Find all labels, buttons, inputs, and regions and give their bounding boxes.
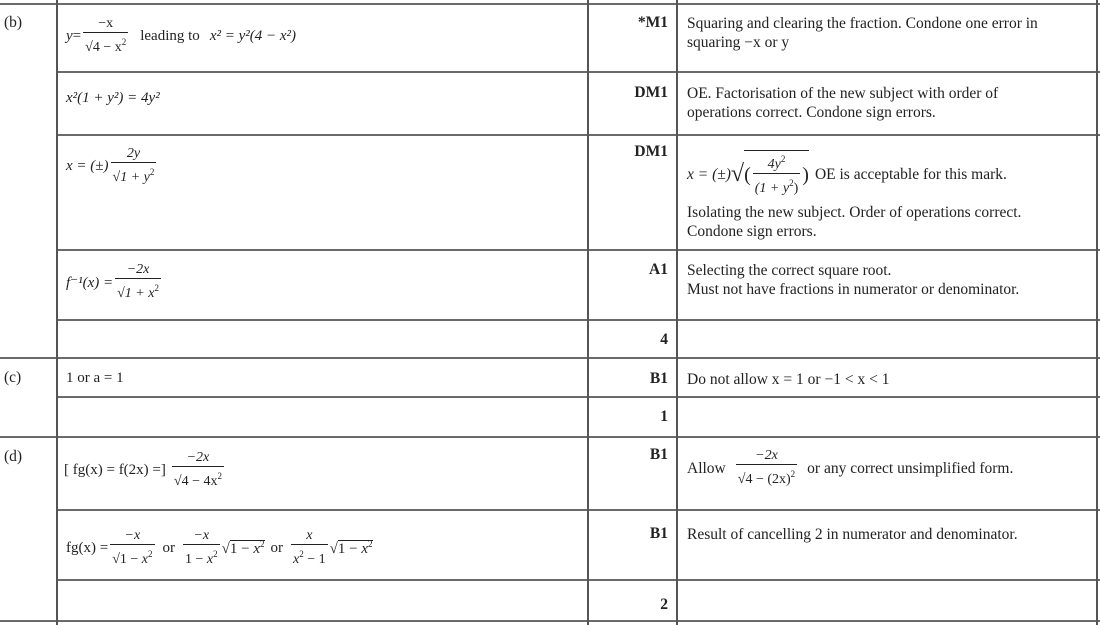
radicand: 4 − (2x) xyxy=(745,472,791,487)
note-row-3 xyxy=(687,261,1019,299)
denominator: $√1 + y^2$ xyxy=(111,162,157,187)
note-line: Isolating the new subject. Order of operations correct. xyxy=(687,204,1022,221)
note-line: Squaring and clearing the fraction. Condone one error in xyxy=(687,15,1038,32)
numerator: 4y xyxy=(767,157,781,172)
column-divider xyxy=(676,0,678,625)
note-text: OE is acceptable for this mark. xyxy=(814,165,1007,183)
row-divider xyxy=(56,71,1100,73)
row-divider xyxy=(56,249,1100,251)
or-text: or xyxy=(162,540,176,556)
column-divider xyxy=(587,0,589,625)
working-row-2 xyxy=(66,146,158,187)
sqrt-term: $√1 - x^2$ xyxy=(221,539,265,557)
denominator: $√4 - x^2$ xyxy=(83,32,128,57)
numerator: −x xyxy=(98,16,114,31)
fraction: $\frac{4y^2}{(1 + y^2)}$ xyxy=(754,154,799,196)
working-row-0 xyxy=(66,16,296,57)
numerator: 2y xyxy=(126,146,141,161)
note-row-2 xyxy=(687,203,1021,241)
math-lhs: x = (±) xyxy=(66,158,109,174)
fraction xyxy=(83,16,128,57)
note-row-0 xyxy=(687,14,1038,52)
row-divider xyxy=(56,509,1100,511)
row-divider xyxy=(56,396,1100,398)
note-row-2-math xyxy=(687,150,1007,198)
note-row-5 xyxy=(687,370,889,389)
row-divider xyxy=(0,357,1100,359)
or-text: or xyxy=(270,540,284,556)
math-lhs: f⁻¹(x) = xyxy=(66,275,114,291)
denominator: $√1 + x^2$ xyxy=(115,278,161,303)
math-var: y xyxy=(66,28,73,44)
row-divider xyxy=(56,319,1100,321)
note-line: Must not have fractions in numerator or denominator. xyxy=(687,281,1020,298)
radicand: 1 + y xyxy=(120,170,150,185)
row-divider xyxy=(0,620,1100,622)
radicand: 4 − x xyxy=(92,40,122,55)
denominator: $x^2 - 1$ xyxy=(291,544,328,569)
working-row-8 xyxy=(66,528,373,569)
mark-row-2: DM1 xyxy=(634,143,668,160)
note-row-1 xyxy=(687,84,998,122)
numerator: −x xyxy=(193,528,210,543)
part-label-b: (b) xyxy=(4,14,23,31)
fraction xyxy=(291,528,328,569)
math-expression: 1 or a = 1 xyxy=(66,370,124,386)
mark-row-0: *M1 xyxy=(637,14,668,31)
note-line: Selecting the correct square root. xyxy=(687,262,892,279)
numerator: −2x xyxy=(186,450,210,465)
working-row-1 xyxy=(66,90,160,107)
math-lhs: x = (±) xyxy=(687,165,731,183)
radicand: 4 − 4x xyxy=(181,474,218,489)
fraction xyxy=(115,262,161,303)
mark-row-5: B1 xyxy=(649,370,668,387)
math-lhs: [ fg(x) = f(2x) =] xyxy=(64,462,166,478)
note-line: squaring −x or y xyxy=(687,34,790,51)
mark-row-3: A1 xyxy=(649,261,668,278)
note-line: operations correct. Condone sign errors. xyxy=(687,104,936,121)
working-row-3 xyxy=(66,262,163,303)
denominator: $√4 - 4x^2$ xyxy=(172,466,224,491)
math-op: = xyxy=(72,28,82,44)
mark-row-6-total: 1 xyxy=(660,408,668,425)
working-row-7 xyxy=(64,450,226,491)
note-line: OE. Factorisation of the new subject with order of xyxy=(687,85,999,102)
mark-row-8: B1 xyxy=(649,525,668,542)
denominator: (1 + y xyxy=(754,181,790,196)
note-text: or any correct unsimplified form. xyxy=(807,460,1014,477)
column-divider xyxy=(1096,0,1098,625)
row-divider xyxy=(56,134,1100,136)
note-row-8 xyxy=(687,525,1018,544)
fraction xyxy=(183,528,220,569)
fraction xyxy=(172,450,224,491)
row-divider xyxy=(56,579,1100,581)
fraction xyxy=(111,146,157,187)
mark-row-7: B1 xyxy=(649,446,668,463)
fraction xyxy=(110,528,154,569)
math-expression: x²(1 + y²) = 4y² xyxy=(66,90,160,106)
row-divider xyxy=(0,3,1100,5)
radicand: 1 + x xyxy=(124,286,155,301)
fraction xyxy=(736,448,797,489)
math-lhs: fg(x) = xyxy=(66,540,109,556)
denominator: $1 - x^2$ xyxy=(183,544,220,569)
mark-row-1: DM1 xyxy=(634,84,668,101)
mark-row-4-total: 4 xyxy=(660,331,668,348)
radicand: ( $\frac{4y^2}{(1 + y^2)}$ ) xyxy=(744,150,809,198)
part-label-c: (c) xyxy=(4,369,22,386)
numerator: x xyxy=(306,528,313,543)
column-divider xyxy=(56,0,58,625)
numerator: −2x xyxy=(755,448,778,463)
allow-text: Allow xyxy=(687,460,726,477)
numerator: −x xyxy=(124,528,141,543)
part-label-d: (d) xyxy=(4,448,23,465)
numerator: −2x xyxy=(126,262,150,277)
note-line: Do not allow x = 1 or −1 < x < 1 xyxy=(687,371,890,388)
working-row-5 xyxy=(66,370,124,387)
mark-row-9-total: 2 xyxy=(660,596,668,613)
sqrt-sign: √ xyxy=(730,161,745,187)
sqrt-term: $√1 - x^2$ xyxy=(329,539,373,557)
denominator: $√1 - x^2$ xyxy=(110,544,154,569)
note-line: Result of cancelling 2 in numerator and denominator. xyxy=(687,526,1018,543)
note-line: Condone sign errors. xyxy=(687,223,817,240)
denominator: $√4 - (2x)^2$ xyxy=(736,464,797,489)
leading-to-text: leading to xyxy=(140,28,200,44)
row-divider xyxy=(0,436,1100,438)
note-row-7 xyxy=(687,448,1013,489)
math-expression: x² = y²(4 − x²) xyxy=(209,28,297,44)
